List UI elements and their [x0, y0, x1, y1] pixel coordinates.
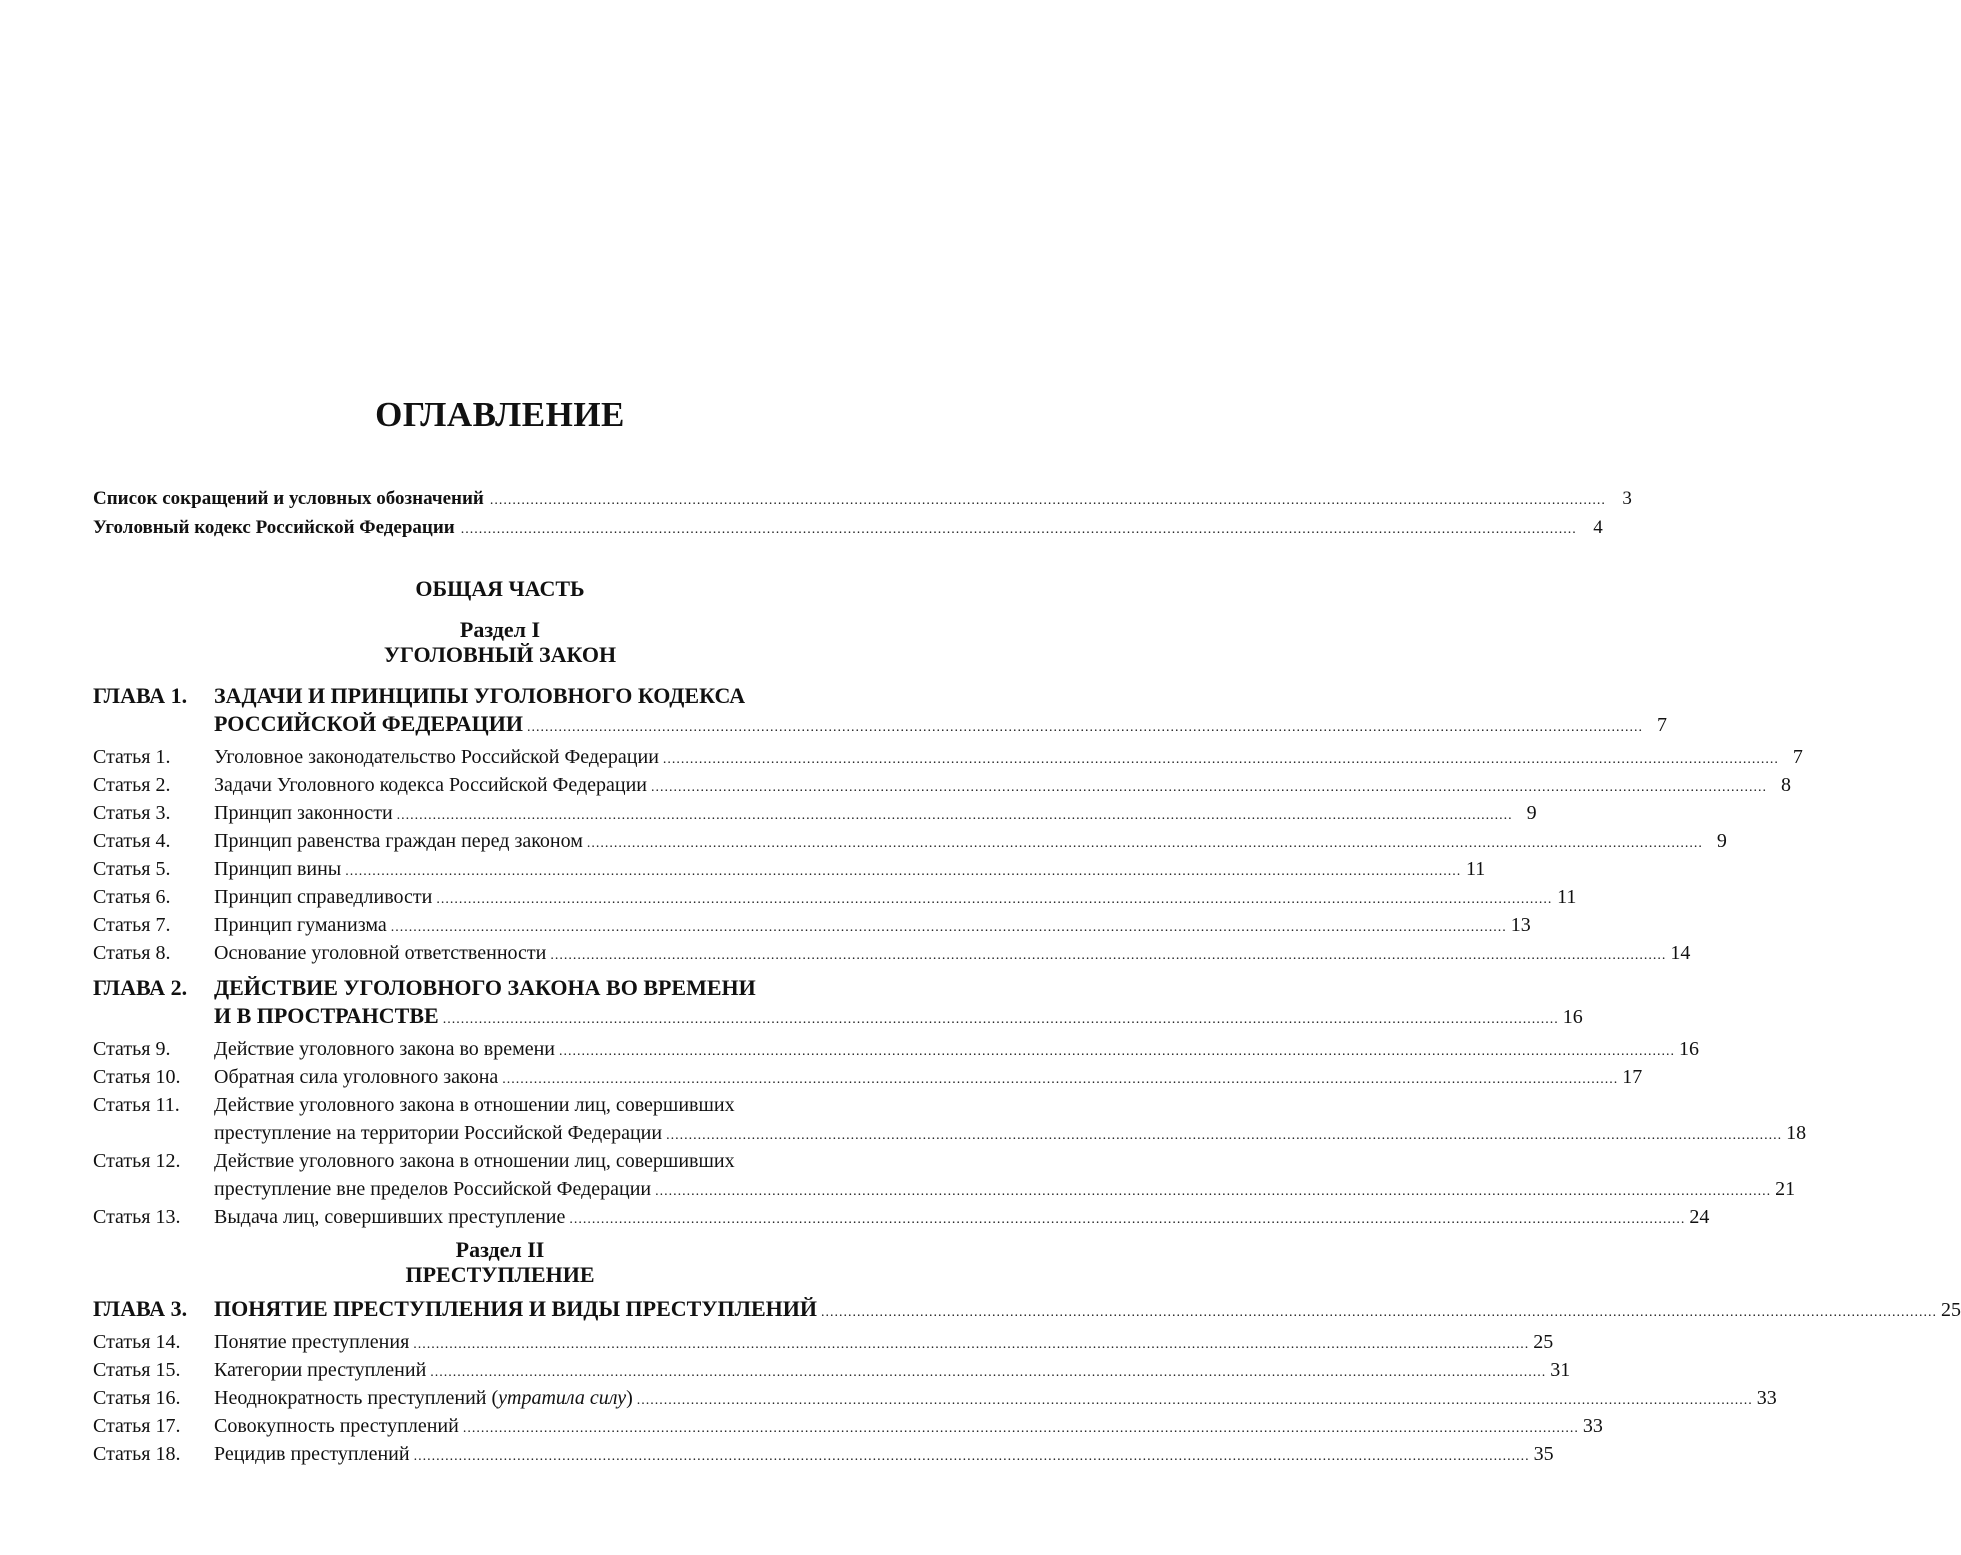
section-title: ПРЕСТУПЛЕНИЕ [405, 1262, 595, 1287]
toc-page-number: 16 [1679, 1038, 1700, 1060]
chapter-label: ГЛАВА 1. [93, 683, 188, 708]
toc-article-entry[interactable] [93, 1440, 1554, 1468]
article-title: Принцип законности [214, 802, 393, 824]
part-title: ОБЩАЯ ЧАСТЬ [415, 576, 585, 601]
chapter-3-block [93, 1296, 1961, 1468]
article-label: Статья 8. [93, 942, 171, 964]
toc-article-entry[interactable] [93, 799, 1537, 827]
dot-leader [550, 942, 1666, 970]
toc-page-number: 11 [1465, 858, 1486, 880]
toc-page-number: 33 [1582, 1415, 1603, 1437]
toc-article-entry[interactable] [93, 743, 1803, 771]
article-title: Принцип равенства граждан перед законом [214, 830, 583, 852]
article-title: Обратная сила уголовного закона [214, 1066, 499, 1088]
toc-article-entry[interactable] [93, 1091, 1807, 1147]
dot-leader [463, 1415, 1579, 1443]
toc-page-number: 31 [1550, 1359, 1571, 1381]
dot-leader [559, 1038, 1675, 1066]
toc-page-number: 25 [1941, 1299, 1961, 1321]
toc-entry-text: Уголовный кодекс Российской Федерации [93, 517, 455, 538]
dot-leader [443, 1012, 1559, 1028]
chapter-1-block [93, 683, 1803, 967]
chapter-heading[interactable] [93, 975, 1583, 1031]
article-title: преступление на территории Российской Федерации [214, 1122, 663, 1144]
toc-page-number: 24 [1689, 1206, 1710, 1228]
dot-leader [587, 830, 1703, 858]
chapter-heading[interactable] [93, 683, 1667, 739]
article-title: Задачи Уголовного кодекса Российской Федерации [214, 774, 647, 796]
chapter-title-line: И В ПРОСТРАНСТВЕ [214, 1003, 439, 1028]
article-title: Уголовное законодательство Российской Федерации [214, 746, 659, 768]
toc-article-entry[interactable] [93, 855, 1486, 883]
dot-leader [461, 522, 1577, 538]
toc-article-entry[interactable] [93, 911, 1531, 939]
article-label: Статья 13. [93, 1206, 181, 1228]
dot-leader [821, 1305, 1937, 1321]
dot-leader [569, 1206, 1685, 1234]
article-title: Совокупность преступлений [214, 1415, 459, 1437]
toc-article-entry[interactable] [93, 1203, 1710, 1231]
article-title: Выдача лиц, совершивших преступление [214, 1206, 566, 1228]
article-label: Статья 9. [93, 1038, 171, 1060]
dot-leader [527, 720, 1643, 736]
repealed-note: утратила силу [498, 1387, 627, 1409]
toc-article-entry[interactable] [93, 1412, 1603, 1440]
toc-page-number: 4 [1593, 517, 1603, 538]
toc-article-entry[interactable] [93, 883, 1577, 911]
article-title: Принцип справедливости [214, 886, 433, 908]
article-title: преступление вне пределов Российской Федерации [214, 1178, 652, 1200]
article-label: Статья 5. [93, 858, 171, 880]
dot-leader [436, 886, 1552, 914]
dot-leader [414, 1443, 1530, 1471]
toc-article-entry[interactable] [93, 1063, 1643, 1091]
article-title: Категории преступлений [214, 1359, 427, 1381]
dot-leader [391, 914, 1507, 942]
toc-page-number: 35 [1533, 1443, 1554, 1465]
dot-leader [430, 1359, 1546, 1387]
chapter-heading[interactable] [93, 1296, 1961, 1324]
dot-leader [345, 858, 1461, 886]
chapter-label: ГЛАВА 3. [93, 1296, 188, 1321]
toc-page-number: 3 [1622, 488, 1632, 509]
page-title: ОГЛАВЛЕНИЕ [375, 395, 625, 434]
section-label: Раздел I [459, 617, 541, 642]
dot-leader [666, 1122, 1782, 1150]
section-label: Раздел II [455, 1237, 545, 1262]
article-label: Статья 7. [93, 914, 171, 936]
dot-leader [637, 1387, 1753, 1415]
section-title: УГОЛОВНЫЙ ЗАКОН [383, 642, 617, 667]
article-title: Действие уголовного закона во времени [214, 1038, 556, 1060]
dot-leader [397, 802, 1513, 830]
toc-article-entry[interactable] [93, 1328, 1554, 1356]
toc-page-number: 17 [1622, 1066, 1643, 1088]
article-label: Статья 14. [93, 1331, 181, 1353]
toc-page-number: 13 [1510, 914, 1531, 936]
dot-leader [490, 493, 1606, 509]
article-title: Принцип вины [214, 858, 342, 880]
article-title-line: Действие уголовного закона в отношении лиц, совершивших [214, 1150, 735, 1172]
article-label: Статья 4. [93, 830, 171, 852]
toc-page-number: 18 [1786, 1122, 1807, 1144]
toc-article-entry[interactable] [93, 1384, 1777, 1412]
toc-page-number: 9 [1526, 802, 1537, 824]
chapter-title-line: ДЕЙСТВИЕ УГОЛОВНОГО ЗАКОНА ВО ВРЕМЕНИ [214, 975, 756, 1000]
toc-page-number: 7 [1792, 746, 1803, 768]
toc-page-number: 21 [1775, 1178, 1796, 1200]
toc-entry-criminal-code[interactable] [93, 517, 1603, 546]
article-title: Принцип гуманизма [214, 914, 387, 936]
article-title: Понятие преступления [214, 1331, 410, 1353]
toc-article-entry[interactable] [93, 771, 1791, 799]
article-label: Статья 12. [93, 1150, 181, 1172]
article-label: Статья 10. [93, 1066, 181, 1088]
chapter-label: ГЛАВА 2. [93, 975, 188, 1000]
toc-page-number: 9 [1716, 830, 1727, 852]
article-label: Статья 15. [93, 1359, 181, 1381]
chapter-title-line: ЗАДАЧИ И ПРИНЦИПЫ УГОЛОВНОГО КОДЕКСА [214, 683, 746, 708]
article-title: Рецидив преступлений [214, 1443, 410, 1465]
article-title: Основание уголовной ответственности [214, 942, 547, 964]
dot-leader [413, 1331, 1529, 1359]
article-label: Статья 6. [93, 886, 171, 908]
toc-page-number: 8 [1781, 774, 1791, 796]
dot-leader [651, 774, 1767, 802]
toc-page-number: 7 [1656, 714, 1667, 736]
article-title-text-after: ) [626, 1387, 633, 1409]
toc-entry-abbreviations[interactable] [93, 488, 1632, 517]
toc-article-entry[interactable] [93, 1356, 1571, 1384]
toc-page-number: 16 [1562, 1006, 1583, 1028]
toc-page-number: 25 [1533, 1331, 1554, 1353]
toc-page-number: 14 [1670, 942, 1691, 964]
dot-leader [655, 1178, 1771, 1206]
article-title-text: Неоднократность преступлений ( [214, 1387, 499, 1409]
article-label: Статья 1. [93, 746, 171, 768]
toc-article-entry[interactable] [93, 1035, 1700, 1063]
article-label: Статья 18. [93, 1443, 181, 1465]
chapter-2-block [93, 975, 1807, 1231]
dot-leader [502, 1066, 1618, 1094]
article-label: Статья 11. [93, 1094, 180, 1116]
article-label: Статья 3. [93, 802, 171, 824]
toc-article-entry[interactable] [93, 827, 1727, 855]
toc-page-number: 11 [1557, 886, 1577, 908]
dot-leader [663, 746, 1779, 774]
toc-entry-text: Список сокращений и условных обозначений [93, 488, 484, 509]
toc-article-entry[interactable] [93, 939, 1691, 967]
article-label: Статья 17. [93, 1415, 181, 1437]
article-label: Статья 2. [93, 774, 171, 796]
toc-page-number: 33 [1756, 1387, 1777, 1409]
chapter-title-line: ПОНЯТИЕ ПРЕСТУПЛЕНИЯ И ВИДЫ ПРЕСТУПЛЕНИЙ [214, 1296, 817, 1321]
toc-article-entry[interactable] [93, 1147, 1796, 1203]
chapter-title-line: РОССИЙСКОЙ ФЕДЕРАЦИИ [214, 711, 523, 736]
article-label: Статья 16. [93, 1387, 181, 1409]
intro-list [93, 488, 1632, 546]
article-title-line: Действие уголовного закона в отношении лиц, совершивших [214, 1094, 735, 1116]
article-title [214, 1384, 633, 1412]
